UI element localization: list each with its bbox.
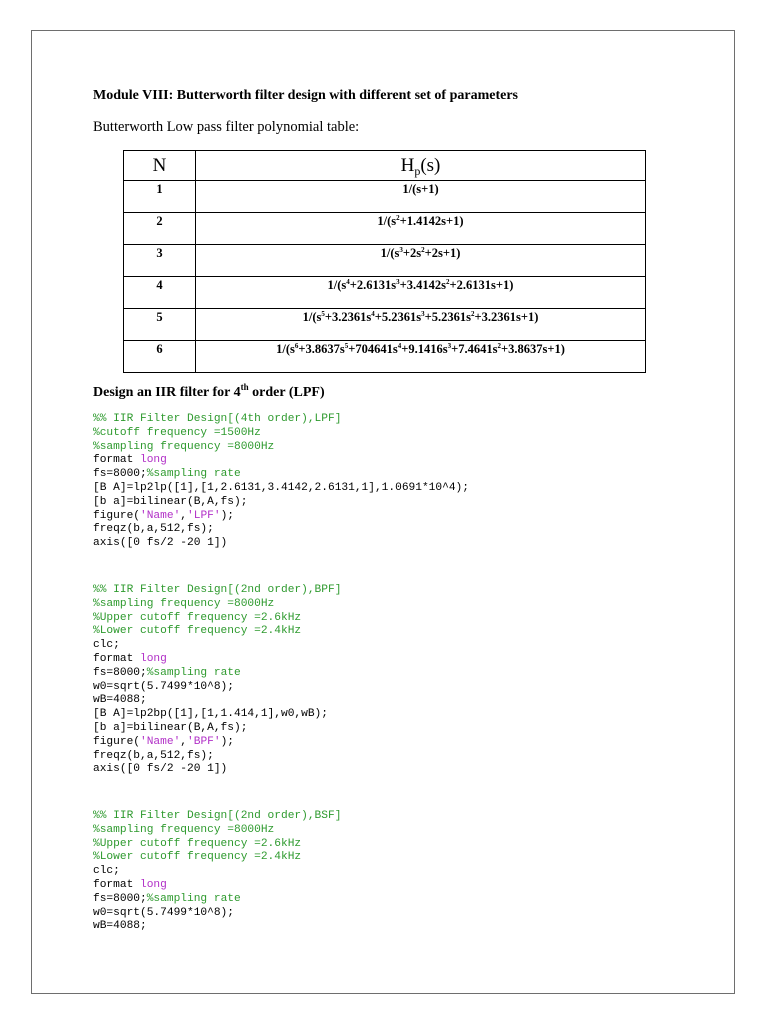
order-cell: 4 <box>124 277 196 309</box>
table-row <box>124 341 646 373</box>
column-header-n: N <box>124 151 196 181</box>
code-line: clc; <box>93 639 120 652</box>
code-line: axis([0 fs/2 -20 1]) <box>93 537 228 550</box>
code-line: format long <box>93 878 167 891</box>
table-row <box>124 213 646 245</box>
code-line: format long <box>93 454 167 467</box>
order-cell: 2 <box>124 213 196 245</box>
polynomial-cell: $1/(s^4+2.6131s^3+3.4142s^2+2.6131s+1)$ <box>196 277 646 309</box>
code-line: %% IIR Filter Design[(4th order),LPF] <box>93 413 342 425</box>
code-line: %sampling frequency =8000Hz <box>93 597 275 610</box>
code-line: w0=sqrt(5.7499*10^8); <box>93 906 234 919</box>
hp-subscript: p <box>414 163 421 178</box>
design-title-tail: order (LPF) <box>248 385 325 400</box>
code-line: %Lower cutoff frequency =2.4kHz <box>93 625 302 638</box>
code-line: %Lower cutoff frequency =2.4kHz <box>93 851 302 864</box>
code-line: fs=8000;%sampling rate <box>93 468 241 481</box>
hp-argument: (s) <box>420 154 441 176</box>
table-row <box>124 309 646 341</box>
table-header-row <box>124 151 646 181</box>
code-line: [B A]=lp2lp([1],[1,2.6131,3.4142,2.6131,1],1.0691*10^4); <box>93 481 469 494</box>
table-caption: Butterworth Low pass filter polynomial table: <box>93 119 360 135</box>
code-line: axis([0 fs/2 -20 1]) <box>93 763 228 776</box>
polynomial-cell: $1/(s^6+3.8637s^5+704641s^4+9.1416s^3+7.4641s^2+3.8637s+1)$ <box>196 341 646 373</box>
code-line: [B A]=lp2bp([1],[1,1.414,1],w0,wB); <box>93 708 328 721</box>
code-line: %% IIR Filter Design[(2nd order),BPF] <box>93 584 342 596</box>
polynomial-table <box>123 150 646 373</box>
polynomial-cell: $1/(s^3+2s^2+2s+1)$ <box>196 245 646 277</box>
code-line: %cutoff frequency =1500Hz <box>93 426 261 439</box>
code-line: %Upper cutoff frequency =2.6kHz <box>93 611 302 624</box>
order-cell: 6 <box>124 341 196 373</box>
table-row <box>124 277 646 309</box>
code-line: format long <box>93 652 167 665</box>
design-title <box>93 382 325 401</box>
code-line: freqz(b,a,512,fs); <box>93 523 214 536</box>
code-line: %sampling frequency =8000Hz <box>93 823 275 836</box>
order-cell: 1 <box>124 181 196 213</box>
order-cell: 5 <box>124 309 196 341</box>
polynomial-cell: 1/(s+1) <box>196 181 646 213</box>
hp-symbol: H <box>400 154 415 176</box>
code-block-bpf <box>93 584 341 777</box>
code-line: w0=sqrt(5.7499*10^8); <box>93 680 234 693</box>
code-line: [b a]=bilinear(B,A,fs); <box>93 721 248 734</box>
code-line: figure('Name','BPF'); <box>93 735 235 748</box>
module-heading: Module VIII: Butterworth filter design with different set of parameters <box>93 88 518 103</box>
column-header-hp <box>196 151 646 181</box>
code-line: wB=4088; <box>93 694 147 707</box>
code-block-bsf <box>93 810 341 934</box>
design-title-text: Design an IIR filter for 4 <box>93 385 241 400</box>
code-line: fs=8000;%sampling rate <box>93 666 241 679</box>
code-line: figure('Name','LPF'); <box>93 509 235 522</box>
order-cell: 3 <box>124 245 196 277</box>
code-block-lpf <box>93 413 469 551</box>
polynomial-cell: $1/(s^5+3.2361s^4+5.2361s^3+5.2361s^2+3.2361s+1)$ <box>196 309 646 341</box>
code-line: %Upper cutoff frequency =2.6kHz <box>93 837 302 850</box>
table-row <box>124 181 646 213</box>
table-row <box>124 245 646 277</box>
code-line: wB=4088; <box>93 920 147 933</box>
code-line: %sampling frequency =8000Hz <box>93 440 275 453</box>
polynomial-cell: $1/(s^2+1.4142s+1)$ <box>196 213 646 245</box>
code-line: freqz(b,a,512,fs); <box>93 749 214 762</box>
code-line: fs=8000;%sampling rate <box>93 892 241 905</box>
code-line: %% IIR Filter Design[(2nd order),BSF] <box>93 810 342 822</box>
design-title-sup: th <box>240 382 249 392</box>
code-line: [b a]=bilinear(B,A,fs); <box>93 495 248 508</box>
code-line: clc; <box>93 865 120 878</box>
